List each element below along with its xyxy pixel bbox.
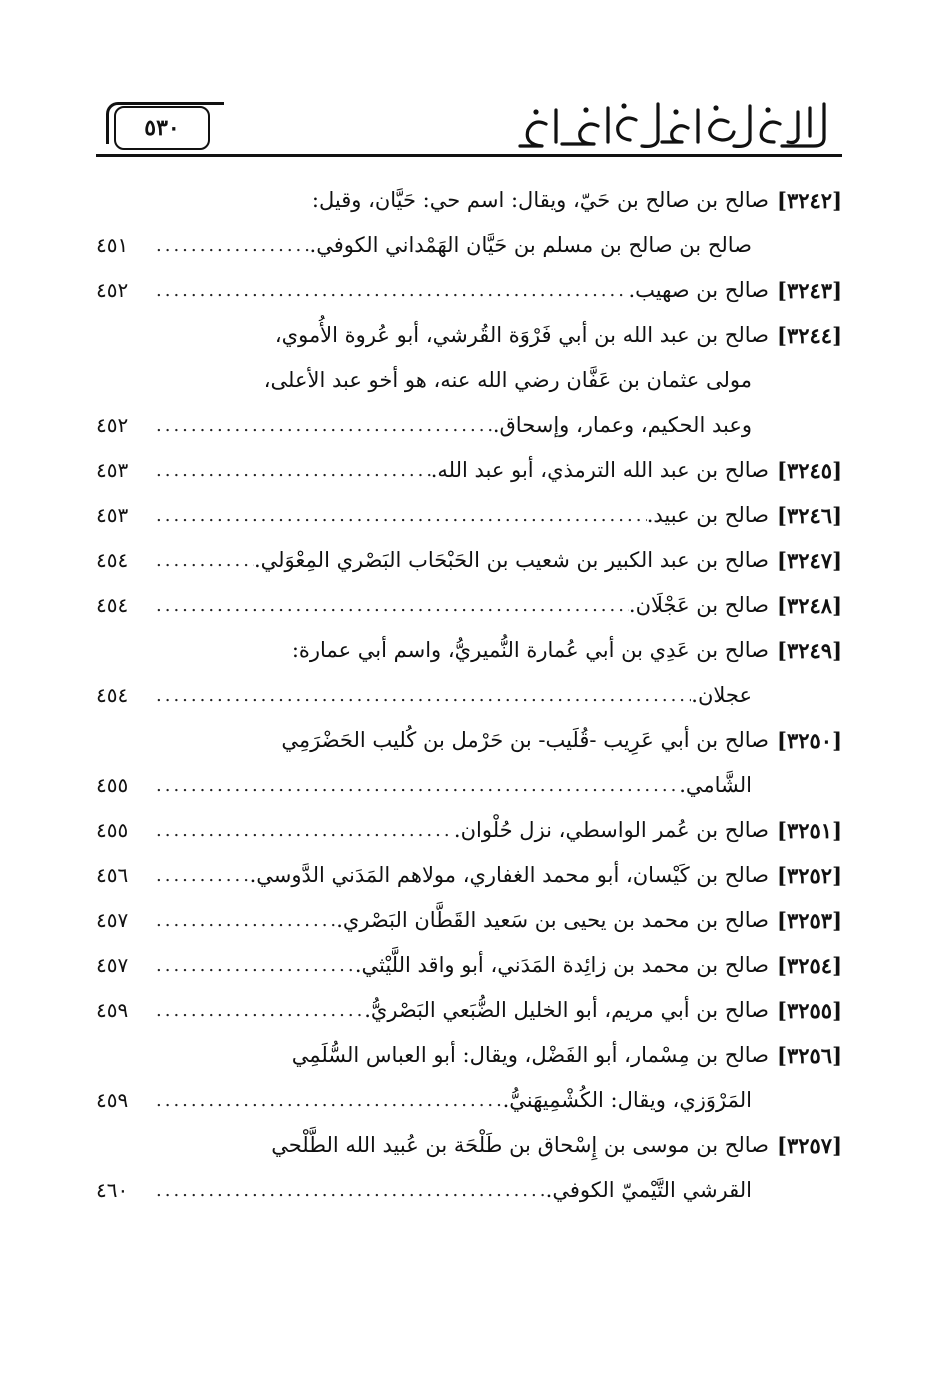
entry-line [96,1078,842,1123]
leader-dots [148,1168,546,1213]
leader-dots [148,898,336,943]
list-item [96,1033,842,1123]
entry-text: صالح بن موسى بن إِسْحاق بن طَلْحَة بن عُبيد الله الطَّلْحي [271,1133,769,1157]
header-rule [96,154,842,157]
entry-text: الشَّامي. [679,773,752,797]
entry-text: القرشي التَّيْميّ الكوفي. [545,1178,752,1202]
leader-dots [148,448,431,493]
entry-text: المَرْوَزي، ويقال: الكُشْمِيهَنيُّ. [502,1088,752,1112]
entry-line [96,628,842,673]
entry-page-ref: ٤٥١ [96,233,129,257]
entry-line [96,358,842,403]
list-item [96,268,842,313]
entry-number: [٣٢٥٤] [777,953,842,978]
entry-line [96,313,842,358]
entry-line [96,943,842,988]
entry-number: [٣٢٥٢] [777,863,842,888]
entry-text: صالح بن صالح بن مسلم بن حَيَّان الهَمْداني الكوفي. [309,233,752,257]
entry-page-ref: ٤٥٣ [96,458,129,482]
leader-dots [148,583,629,628]
entry-text: صالح بن كَيْسان، أبو محمد الغفاري، مولاهم المَدَني الدَّوسي. [249,863,769,887]
entry-number: [٣٢٤٧] [777,548,842,573]
list-item [96,538,842,583]
entry-text: صالح بن صهيب. [628,278,769,302]
page-header [96,98,842,156]
list-item [96,898,842,943]
entry-line [96,853,842,898]
entry-number: [٣٢٥٣] [777,908,842,933]
entry-page-ref: ٤٥٤ [96,593,129,617]
entry-page-ref: ٤٦٠ [96,1178,129,1202]
leader-dots [148,763,679,808]
entry-line [96,223,842,268]
entry-page-ref: ٤٥٦ [96,863,129,887]
entry-line [96,448,842,493]
entry-line [96,268,842,313]
entry-page-ref: ٤٥٥ [96,818,129,842]
entry-page-ref: ٤٥٣ [96,503,129,527]
entry-line [96,898,842,943]
page-number-box [106,102,224,150]
entry-page-ref: ٤٥٢ [96,278,129,302]
entry-text: صالح بن صالح بن حَيّ، ويقال: اسم حي: حَيَّان، وقيل: [311,188,769,212]
entry-line [96,178,842,223]
list-item [96,943,842,988]
list-item [96,448,842,493]
list-item [96,718,842,808]
leader-dots [148,403,493,448]
leader-dots [148,493,647,538]
entry-text: صالح بن عبيد. [646,503,769,527]
entry-number: [٣٢٤٥] [777,458,842,483]
entry-page-ref: ٤٥٩ [96,998,129,1022]
entry-number: [٣٢٤٩] [777,638,842,663]
entry-number: [٣٢٤٢] [777,188,842,213]
entry-text: عجلان. [691,683,752,707]
entry-text: مولى عثمان بن عَفَّان رضي الله عنه، هو أخو عبد الأعلى، [263,368,752,392]
entry-text: صالح بن عَجْلَان. [628,593,769,617]
entry-line [96,583,842,628]
entry-line [96,538,842,583]
entry-text: صالح بن عبد الله الترمذي، أبو عبد الله. [430,458,769,482]
entry-number: [٣٢٥٠] [777,728,842,753]
list-item [96,313,842,448]
entry-text: صالح بن عبد الكبير بن شعيب بن الحَبْحَاب البَصْري المِعْوَلي. [253,548,769,572]
page-number: ٥٣٠ [114,106,210,150]
list-item [96,583,842,628]
entry-line [96,718,842,763]
leader-dots [148,268,628,313]
entry-text: صالح بن عُمر الواسطي، نزل حُلْوان. [453,818,769,842]
entry-text: صالح بن محمد بن زائِدة المَدَني، أبو واقد اللَّيْثي. [354,953,769,977]
leader-dots [148,808,454,853]
entry-number: [٣٢٥١] [777,818,842,843]
entry-text: صالح بن محمد بن يحيى بن سَعيد القَطَّان البَصْري. [336,908,769,932]
entry-number: [٣٢٤٨] [777,593,842,618]
entry-line [96,763,842,808]
entry-page-ref: ٤٥٧ [96,953,129,977]
entry-number: [٣٢٤٦] [777,503,842,528]
entry-line [96,1123,842,1168]
entry-line [96,673,842,718]
calligraphy-title-icon [512,98,832,154]
entry-page-ref: ٤٥٧ [96,908,129,932]
entry-page-ref: ٤٥٤ [96,683,129,707]
entry-page-ref: ٤٥٩ [96,1088,129,1112]
leader-dots [148,1078,503,1123]
list-item [96,988,842,1033]
entry-page-ref: ٤٥٢ [96,413,129,437]
entry-line [96,808,842,853]
list-item [96,628,842,718]
list-item [96,853,842,898]
entry-number: [٣٢٥٦] [777,1043,842,1068]
entry-text: صالح بن مِسْمار، أبو الفَضْل، ويقال: أبو العباس السُّلَمِي [291,1043,769,1067]
entry-text: صالح بن أبي عَرِيب -قُلَيب- بن حَرْمل بن كُليب الحَضْرَمِي [281,728,769,752]
entry-number: [٣٢٥٧] [777,1133,842,1158]
leader-dots [148,673,691,718]
entry-number: [٣٢٤٤] [777,323,842,348]
entry-page-ref: ٤٥٥ [96,773,129,797]
entry-text: صالح بن عبد الله بن أبي فَرْوَة القُرشي، أبو عُروة الأُموي، [274,323,769,347]
entry-text: صالح بن أبي مريم، أبو الخليل الضُّبَعي البَصْريُّ. [364,998,769,1022]
leader-dots [148,538,254,583]
entry-list [96,178,842,1213]
entry-line [96,403,842,448]
entry-line [96,988,842,1033]
entry-number: [٣٢٥٥] [777,998,842,1023]
list-item [96,1123,842,1213]
leader-dots [148,943,355,988]
entry-line [96,493,842,538]
entry-number: [٣٢٤٣] [777,278,842,303]
leader-dots [148,988,364,1033]
leader-dots [148,223,310,268]
entry-page-ref: ٤٥٤ [96,548,129,572]
leader-dots [148,853,250,898]
list-item [96,808,842,853]
list-item [96,178,842,268]
entry-line [96,1033,842,1078]
book-title-calligraphy-logo [512,98,832,154]
entry-text: صالح بن عَدِي بن أبي عُمارة النُّميريُّ، واسم أبي عمارة: [291,638,769,662]
entry-line [96,1168,842,1213]
entry-text: وعبد الحكيم، وعمار، وإسحاق. [492,413,752,437]
list-item [96,493,842,538]
